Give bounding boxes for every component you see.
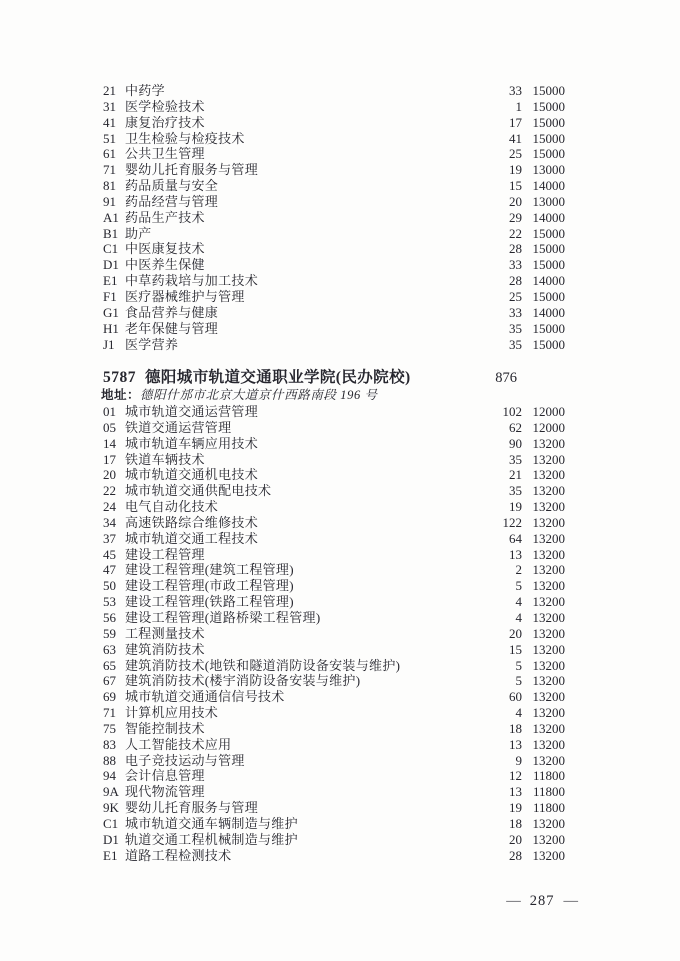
program-code: H1 — [103, 320, 119, 336]
program-name: 城市轨道交通运营管理 — [125, 404, 259, 419]
program-code: C1 — [103, 815, 119, 831]
program-count: 122 — [502, 514, 522, 530]
program-fee: 13200 — [532, 609, 565, 625]
program-count: 20 — [509, 625, 522, 641]
program-name: 婴幼儿托育服务与管理 — [125, 800, 259, 816]
program-fee: 13200 — [532, 594, 565, 610]
program-list-first — [103, 83, 565, 352]
program-fee: 15000 — [532, 288, 565, 304]
program-row — [103, 737, 565, 753]
program-row — [103, 562, 565, 578]
program-count: 15 — [509, 178, 522, 194]
program-code: 63 — [103, 641, 116, 657]
program-name: 中药学 — [125, 83, 165, 98]
program-count: 17 — [509, 114, 522, 130]
program-row — [103, 162, 565, 178]
program-count: 28 — [509, 273, 522, 289]
program-row — [103, 420, 565, 436]
footer-dash-right: — — [563, 893, 578, 909]
program-name: 计算机应用技术 — [125, 705, 219, 721]
program-code: 34 — [103, 514, 116, 530]
program-count: 28 — [509, 241, 522, 257]
program-code: J1 — [103, 336, 115, 352]
program-name: 建设工程管理(道路桥梁工程管理) — [125, 609, 321, 625]
program-name: 中医养生保健 — [125, 257, 205, 273]
program-name: 城市轨道交通通信信号技术 — [125, 689, 285, 705]
program-fee: 14000 — [532, 178, 565, 194]
school-address-line — [101, 388, 563, 403]
program-name: 建设工程管理(建筑工程管理) — [125, 562, 294, 578]
program-code: 47 — [103, 562, 116, 578]
program-row — [103, 83, 565, 99]
program-count: 90 — [509, 435, 522, 451]
program-fee: 15000 — [532, 320, 565, 336]
program-code: E1 — [103, 273, 118, 289]
program-row — [103, 784, 565, 800]
program-name: 城市轨道交通车辆制造与维护 — [125, 815, 298, 831]
program-code: 56 — [103, 609, 116, 625]
program-row — [103, 305, 565, 321]
program-count: 1 — [515, 98, 522, 114]
program-count: 60 — [509, 689, 522, 705]
program-count: 4 — [515, 609, 522, 625]
program-count: 35 — [509, 451, 522, 467]
program-count: 25 — [509, 288, 522, 304]
program-row — [103, 115, 565, 131]
program-count: 13 — [509, 784, 522, 800]
program-code: 75 — [103, 720, 116, 736]
program-row — [103, 721, 565, 737]
program-row — [103, 689, 565, 705]
program-name: 医学营养 — [125, 336, 179, 352]
program-name: 建设工程管理 — [125, 546, 205, 562]
program-name: 中医康复技术 — [125, 241, 205, 257]
program-count: 22 — [509, 225, 522, 241]
program-code: A1 — [103, 209, 119, 225]
program-name: 食品营养与健康 — [125, 304, 219, 320]
program-fee: 15000 — [532, 83, 565, 98]
program-fee: 13200 — [532, 815, 565, 831]
program-code: 14 — [103, 435, 116, 451]
program-count: 13 — [509, 546, 522, 562]
program-name: 卫生检验与检疫技术 — [125, 130, 245, 146]
program-name: 轨道交通工程机械制造与维护 — [125, 831, 298, 847]
program-fee: 13200 — [532, 530, 565, 546]
program-code: 83 — [103, 736, 116, 752]
program-code: 51 — [103, 130, 116, 146]
program-fee: 13200 — [532, 514, 565, 530]
program-count: 9 — [515, 752, 522, 768]
program-code: D1 — [103, 831, 119, 847]
program-row — [103, 515, 565, 531]
program-fee: 13200 — [532, 625, 565, 641]
program-code: D1 — [103, 257, 119, 273]
program-count: 19 — [509, 800, 522, 816]
program-fee: 14000 — [532, 209, 565, 225]
school-name: 德阳城市轨道交通职业学院(民办院校) — [145, 369, 411, 386]
program-code: 81 — [103, 178, 116, 194]
program-count: 21 — [509, 467, 522, 483]
program-name: 现代物流管理 — [125, 784, 205, 800]
program-code: 67 — [103, 673, 116, 689]
program-fee: 15000 — [532, 98, 565, 114]
program-code: C1 — [103, 241, 119, 257]
program-row — [103, 626, 565, 642]
page-number: 287 — [529, 893, 555, 909]
program-row — [103, 146, 565, 162]
program-fee: 13200 — [532, 451, 565, 467]
program-count: 20 — [509, 831, 522, 847]
program-fee: 11800 — [532, 800, 565, 816]
program-row — [103, 226, 565, 242]
program-row — [103, 610, 565, 626]
program-code: 31 — [103, 98, 116, 114]
program-count: 28 — [509, 847, 522, 863]
program-code: 69 — [103, 689, 116, 705]
program-row — [103, 705, 565, 721]
program-name: 建筑消防技术(楼宇消防设备安装与维护) — [125, 673, 361, 689]
program-name: 药品生产技术 — [125, 209, 205, 225]
program-row — [103, 658, 565, 674]
program-count: 35 — [509, 336, 522, 352]
program-row — [103, 178, 565, 194]
program-count: 15 — [509, 641, 522, 657]
program-list-second — [103, 404, 565, 863]
program-code: 41 — [103, 114, 116, 130]
program-count: 13 — [509, 736, 522, 752]
program-row — [103, 194, 565, 210]
program-fee: 13200 — [532, 736, 565, 752]
program-name: 助产 — [125, 225, 152, 241]
program-fee: 13200 — [532, 752, 565, 768]
program-code: 53 — [103, 594, 116, 610]
program-fee: 13200 — [532, 499, 565, 515]
program-name: 智能控制技术 — [125, 720, 205, 736]
program-row — [103, 642, 565, 658]
program-row — [103, 531, 565, 547]
program-row — [103, 753, 565, 769]
program-row — [103, 816, 565, 832]
program-fee: 13000 — [532, 193, 565, 209]
program-fee: 12000 — [532, 404, 565, 419]
program-fee: 13200 — [532, 689, 565, 705]
program-row — [103, 436, 565, 452]
program-fee: 15000 — [532, 146, 565, 162]
program-name: 城市轨道交通供配电技术 — [125, 483, 272, 499]
program-count: 12 — [509, 768, 522, 784]
program-fee: 13200 — [532, 705, 565, 721]
program-row — [103, 547, 565, 563]
program-count: 2 — [515, 562, 522, 578]
program-row — [103, 289, 565, 305]
program-row — [103, 673, 565, 689]
program-name: 人工智能技术应用 — [125, 736, 232, 752]
program-row — [103, 452, 565, 468]
program-row — [103, 832, 565, 848]
school-header — [103, 369, 565, 387]
program-code: 01 — [103, 404, 116, 419]
program-fee: 13200 — [532, 435, 565, 451]
program-fee: 13200 — [532, 578, 565, 594]
program-count: 33 — [509, 304, 522, 320]
program-code: 71 — [103, 705, 116, 721]
program-fee: 15000 — [532, 225, 565, 241]
address-text: 德阳什邡市北京大道京什西路南段 196 号 — [140, 388, 378, 402]
program-row — [103, 273, 565, 289]
program-row — [103, 241, 565, 257]
program-fee: 14000 — [532, 304, 565, 320]
program-row — [103, 848, 565, 864]
program-row — [103, 578, 565, 594]
program-code: 61 — [103, 146, 116, 162]
program-name: 医疗器械维护与管理 — [125, 288, 245, 304]
program-name: 工程测量技术 — [125, 625, 205, 641]
program-fee: 13200 — [532, 483, 565, 499]
program-name: 城市轨道交通工程技术 — [125, 530, 259, 546]
program-count: 29 — [509, 209, 522, 225]
program-fee: 15000 — [532, 241, 565, 257]
program-row — [103, 337, 565, 353]
school-code: 5787 — [103, 369, 136, 386]
program-count: 5 — [515, 657, 522, 673]
program-row — [103, 210, 565, 226]
program-fee: 15000 — [532, 130, 565, 146]
program-name: 电气自动化技术 — [125, 499, 219, 515]
program-count: 4 — [515, 705, 522, 721]
program-name: 药品质量与安全 — [125, 178, 219, 194]
footer-dash-left: — — [506, 893, 521, 909]
program-code: 20 — [103, 467, 116, 483]
address-label: 地址： — [101, 388, 141, 402]
program-code: B1 — [103, 225, 119, 241]
program-name: 城市轨道车辆应用技术 — [125, 435, 259, 451]
program-row — [103, 800, 565, 816]
program-count: 18 — [509, 720, 522, 736]
program-name: 建设工程管理(铁路工程管理) — [125, 594, 294, 610]
program-code: G1 — [103, 304, 119, 320]
program-code: 24 — [103, 499, 116, 515]
program-row — [103, 99, 565, 115]
program-count: 35 — [509, 320, 522, 336]
program-code: 88 — [103, 752, 116, 768]
program-count: 19 — [509, 162, 522, 178]
program-count: 41 — [509, 130, 522, 146]
program-fee: 13200 — [532, 831, 565, 847]
program-fee: 15000 — [532, 257, 565, 273]
program-code: 05 — [103, 419, 116, 435]
program-name: 铁道车辆技术 — [125, 451, 205, 467]
program-name: 婴幼儿托育服务与管理 — [125, 162, 259, 178]
program-name: 会计信息管理 — [125, 768, 205, 784]
program-count: 20 — [509, 193, 522, 209]
page-footer — [506, 893, 578, 909]
program-fee: 13200 — [532, 720, 565, 736]
program-name: 药品经营与管理 — [125, 193, 219, 209]
program-fee: 15000 — [532, 336, 565, 352]
program-row — [103, 467, 565, 483]
program-count: 4 — [515, 594, 522, 610]
program-fee: 15000 — [532, 114, 565, 130]
program-count: 19 — [509, 499, 522, 515]
program-name: 医学检验技术 — [125, 98, 205, 114]
school-total-count: 876 — [495, 370, 517, 386]
program-fee: 13200 — [532, 641, 565, 657]
program-count: 64 — [509, 530, 522, 546]
program-row — [103, 321, 565, 337]
program-fee: 13200 — [532, 562, 565, 578]
program-count: 62 — [509, 419, 522, 435]
program-code: 17 — [103, 451, 116, 467]
program-code: 9K — [103, 800, 119, 816]
program-name: 公共卫生管理 — [125, 146, 205, 162]
program-count: 5 — [515, 578, 522, 594]
program-code: 59 — [103, 625, 116, 641]
program-fee: 13200 — [532, 467, 565, 483]
program-count: 102 — [502, 404, 522, 419]
program-code: F1 — [103, 288, 117, 304]
program-fee: 14000 — [532, 273, 565, 289]
program-count: 33 — [509, 257, 522, 273]
program-code: 37 — [103, 530, 116, 546]
program-fee: 13200 — [532, 847, 565, 863]
program-code: 22 — [103, 483, 116, 499]
program-code: 50 — [103, 578, 116, 594]
program-code: 21 — [103, 83, 116, 98]
program-count: 33 — [509, 83, 522, 98]
program-name: 建筑消防技术(地铁和隧道消防设备安装与维护) — [125, 657, 401, 673]
program-row — [103, 131, 565, 147]
program-fee: 12000 — [532, 419, 565, 435]
program-code: E1 — [103, 847, 118, 863]
program-count: 18 — [509, 815, 522, 831]
program-row — [103, 483, 565, 499]
program-code: 94 — [103, 768, 116, 784]
program-fee: 11800 — [532, 784, 565, 800]
program-fee: 13000 — [532, 162, 565, 178]
program-name: 老年保健与管理 — [125, 320, 219, 336]
program-code: 91 — [103, 193, 116, 209]
program-fee: 11800 — [532, 768, 565, 784]
program-name: 高速铁路综合维修技术 — [125, 514, 259, 530]
program-name: 中草药栽培与加工技术 — [125, 273, 259, 289]
program-row — [103, 499, 565, 515]
program-code: 45 — [103, 546, 116, 562]
program-fee: 13200 — [532, 673, 565, 689]
program-fee: 13200 — [532, 546, 565, 562]
program-row — [103, 594, 565, 610]
program-fee: 13200 — [532, 657, 565, 673]
program-code: 9A — [103, 784, 119, 800]
program-name: 城市轨道交通机电技术 — [125, 467, 259, 483]
program-name: 电子竞技运动与管理 — [125, 752, 245, 768]
program-row — [103, 768, 565, 784]
program-row — [103, 257, 565, 273]
program-code: 71 — [103, 162, 116, 178]
program-name: 铁道交通运营管理 — [125, 419, 232, 435]
program-count: 35 — [509, 483, 522, 499]
program-count: 25 — [509, 146, 522, 162]
program-name: 建设工程管理(市政工程管理) — [125, 578, 294, 594]
program-code: 65 — [103, 657, 116, 673]
program-row — [103, 404, 565, 420]
program-name: 建筑消防技术 — [125, 641, 205, 657]
program-name: 道路工程检测技术 — [125, 847, 232, 863]
program-name: 康复治疗技术 — [125, 114, 205, 130]
program-count: 5 — [515, 673, 522, 689]
